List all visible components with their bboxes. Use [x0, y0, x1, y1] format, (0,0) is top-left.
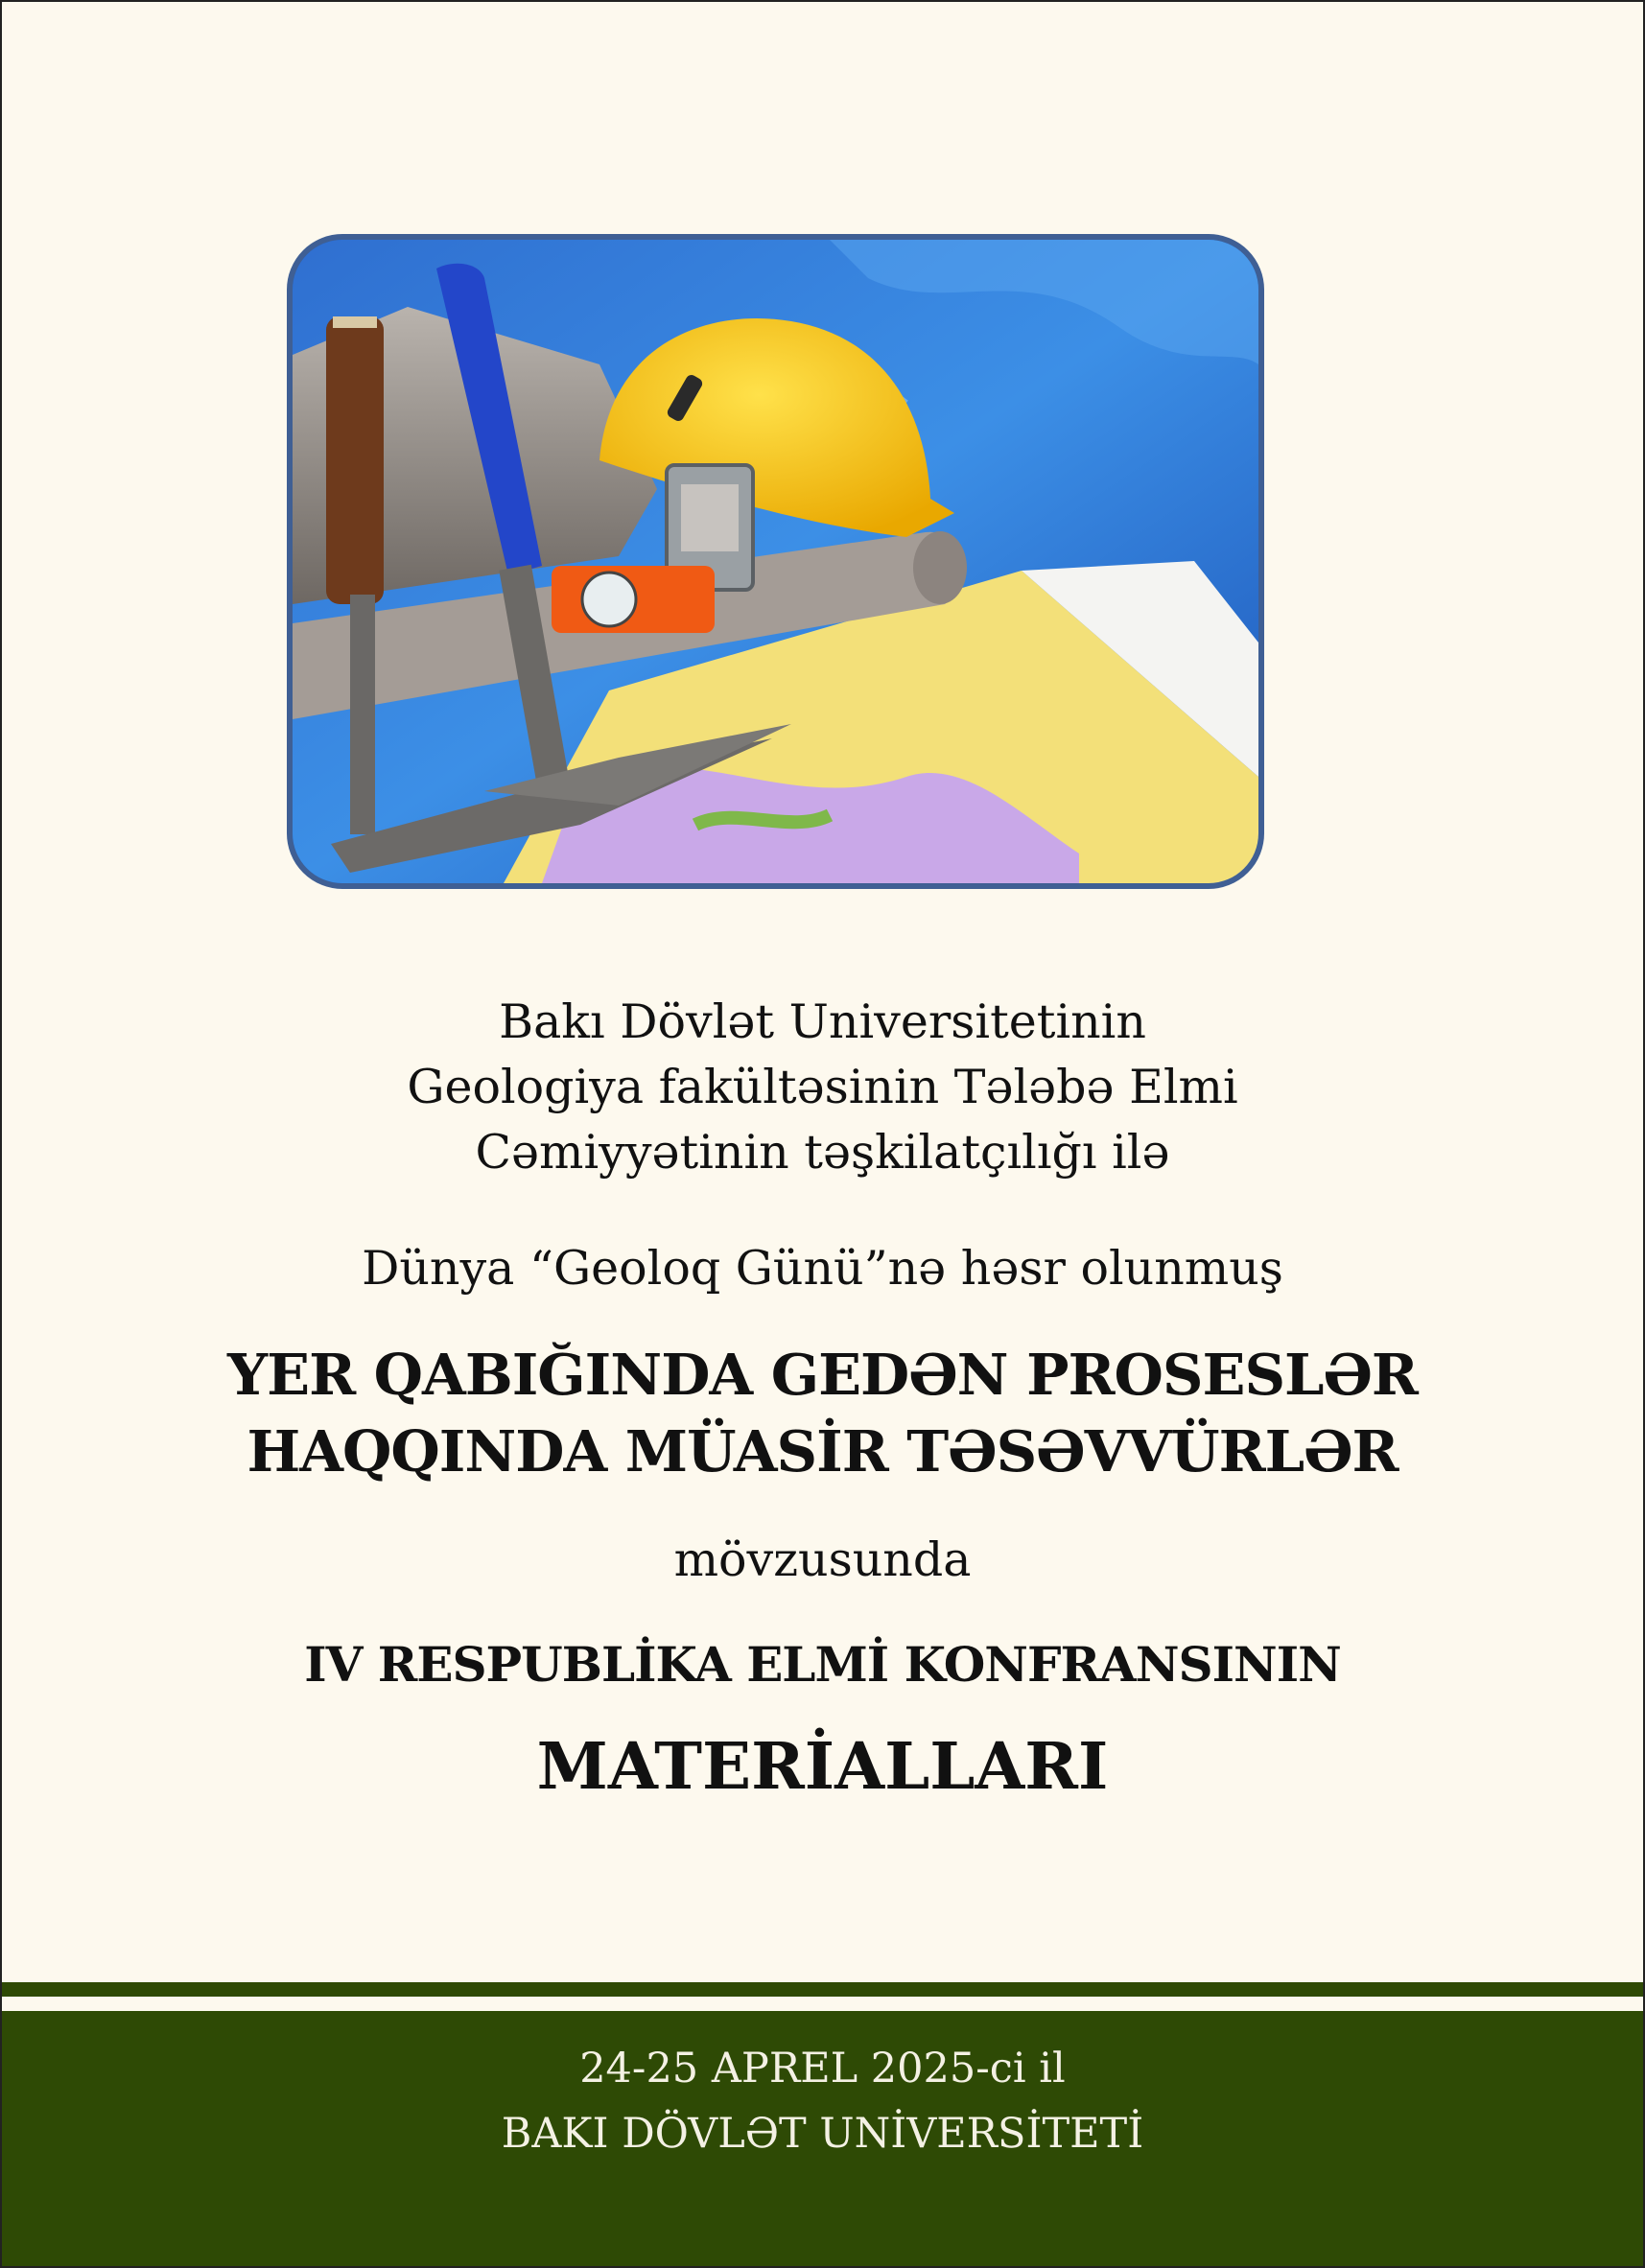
cover-photo: [287, 234, 1264, 889]
geology-tools-photo-icon: [293, 240, 1258, 883]
title-line: YER QABIĞINDA GEDƏN PROSESLƏR: [227, 1342, 1418, 1408]
organizer-line: Geologiya fakültəsinin Tələbə Elmi: [407, 1060, 1238, 1114]
topic-word: mövzusunda: [673, 1532, 972, 1587]
conference-title: [2, 1337, 1643, 1490]
footer-divider: [2, 1982, 1643, 1997]
organizer-text: [2, 990, 1643, 1185]
organizer-line: Cəmiyyətinin təşkilatçılığı ilə: [475, 1125, 1170, 1180]
conference-date: 24-25 APREL 2025-ci il: [579, 2045, 1066, 2093]
dedication-text: Dünya “Geoloq Günü”nə həsr olunmuş: [362, 1241, 1283, 1296]
title-line: HAQQINDA MÜASİR TƏSƏVVÜRLƏR: [247, 1418, 1398, 1485]
organizer-line: Bakı Dövlət Universitetinin: [499, 994, 1146, 1049]
materials-heading: MATERİALLARI: [536, 1728, 1109, 1804]
university-name: BAKI DÖVLƏT UNİVERSİTETİ: [501, 2110, 1144, 2158]
conference-name: IV RESPUBLİKA ELMİ KONFRANSININ: [304, 1636, 1341, 1693]
